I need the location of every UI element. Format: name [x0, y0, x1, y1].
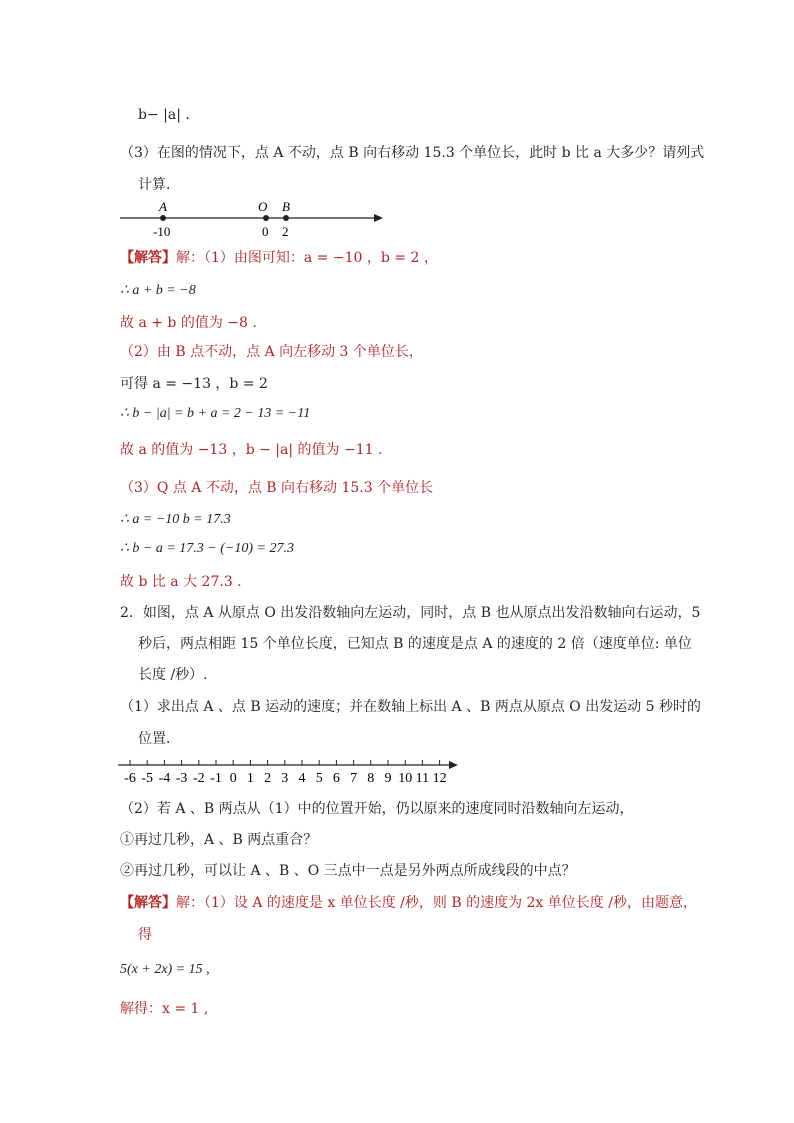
answer-1-line-11: 故 b 比 a 大 27.3 .: [120, 574, 242, 590]
tick-label: 12: [432, 771, 447, 786]
answer-2-line-1: [120, 893, 697, 913]
point-a-dot: [160, 215, 166, 221]
tick-label: 1: [246, 771, 254, 786]
tick-label: 3: [281, 771, 289, 786]
tick-label: -2: [192, 771, 205, 786]
tick-label: -1: [210, 771, 222, 786]
question-3-text-cont: 计算．: [138, 177, 180, 193]
question-2-part-1-cont: 位置．: [138, 731, 180, 747]
tick-label: -6: [124, 771, 136, 786]
answer-1-line-6: ∴ b − |a| = b + a = 2 − 13 = −11: [120, 406, 311, 421]
text-line-1: b− |a| .: [138, 107, 190, 123]
answer-1-line-1: [120, 248, 438, 268]
answer-1-line-5: 可得 a = −13 ，b = 2: [120, 376, 268, 392]
question-2-part-2: （2）若 A 、B 两点从（1）中的位置开始，仍以原来的速度同时沿数轴向左运动，: [120, 801, 634, 817]
question-2-part-2-b: ②再过几秒，可以让 A 、B 、O 三点中一点是另外两点所成线段的中点？: [120, 863, 576, 879]
question-2-part-1: （1）求出点 A 、点 B 运动的速度；并在数轴上标出 A 、B 两点从原点 O 出发运动 5 秒时的: [120, 699, 702, 715]
question-2-text-cont-2: 长度 /秒）.: [138, 667, 208, 683]
answer-1-line-3: 故 a + b 的值为 −8 ．: [120, 315, 267, 331]
tick-label: 9: [384, 771, 392, 786]
question-2-text-cont-1: 秒后，两点相距 15 个单位长度，已知点 B 的速度是点 A 的速度的 2 倍（速度单位: 单位: [138, 636, 692, 652]
tick-label: 7: [350, 771, 358, 786]
tick-label: 5: [315, 771, 323, 786]
point-o-dot: [263, 215, 269, 221]
tick-label: 8: [367, 771, 375, 786]
answer-1-line-4: （2）由 B 点不动，点 A 向左移动 3 个单位长，: [120, 344, 423, 360]
question-3-text: （3）在图的情况下，点 A 不动，点 B 向右移动 15.3 个单位长，此时 b 比 a 大多少？请列式: [120, 145, 705, 161]
question-2-text: 2．如图，点 A 从原点 O 出发沿数轴向左运动，同时，点 B 也从原点出发沿数轴向右运动，5: [120, 605, 701, 621]
answer-2-line-4: 解得：x = 1 ,: [120, 1001, 209, 1017]
tick-label: -5: [141, 771, 154, 786]
tick-label: 2: [264, 771, 272, 786]
point-b-dot: [283, 215, 289, 221]
answer-2-text: 解：（1）设 A 的速度是 x 单位长度 /秒，则 B 的速度为 2x 单位长度 /秒，由题意，: [176, 895, 697, 911]
tick-label-b: 2: [282, 224, 289, 239]
answer-1-line-2: ∴ a + b = −8: [120, 283, 196, 298]
point-a-label: A: [159, 199, 167, 214]
answer-1-line-9: ∴ a = −10 b = 17.3: [120, 512, 231, 527]
tick-label: 4: [298, 771, 306, 786]
answer-1-line-8: （3）Q 点 A 不动，点 B 向右移动 15.3 个单位长: [120, 480, 434, 496]
answer-2-line-2: 得: [138, 927, 152, 943]
answer-2-line-3: 5(x + 2x) = 15 ,: [120, 962, 210, 977]
answer-1-line-10: ∴ b − a = 17.3 − (−10) = 27.3: [120, 541, 294, 556]
tick-label: 10: [398, 771, 413, 786]
answer-1-line-7: 故 a 的值为 −13 ，b − |a| 的值为 −11 .: [120, 442, 383, 458]
answer-text: 解：（1）由图可知：a = −10 ，b = 2 ，: [176, 250, 438, 266]
tick-label: 6: [332, 771, 340, 786]
tick-label: -3: [175, 771, 188, 786]
tick-label-a: -10: [153, 224, 171, 239]
tick-label: -4: [158, 771, 171, 786]
question-2-part-2-a: ①再过几秒，A 、B 两点重合？: [120, 832, 318, 848]
answer-marker: 【解答】: [120, 250, 176, 266]
tick-label: 0: [229, 771, 237, 786]
tick-label-o: 0: [262, 224, 269, 239]
number-line-1: [115, 196, 395, 242]
point-o-label: O: [258, 199, 268, 214]
point-b-label: B: [282, 199, 290, 214]
answer-marker-2: 【解答】: [120, 895, 176, 911]
tick-label: 11: [415, 771, 430, 786]
number-line-2: [115, 755, 465, 787]
